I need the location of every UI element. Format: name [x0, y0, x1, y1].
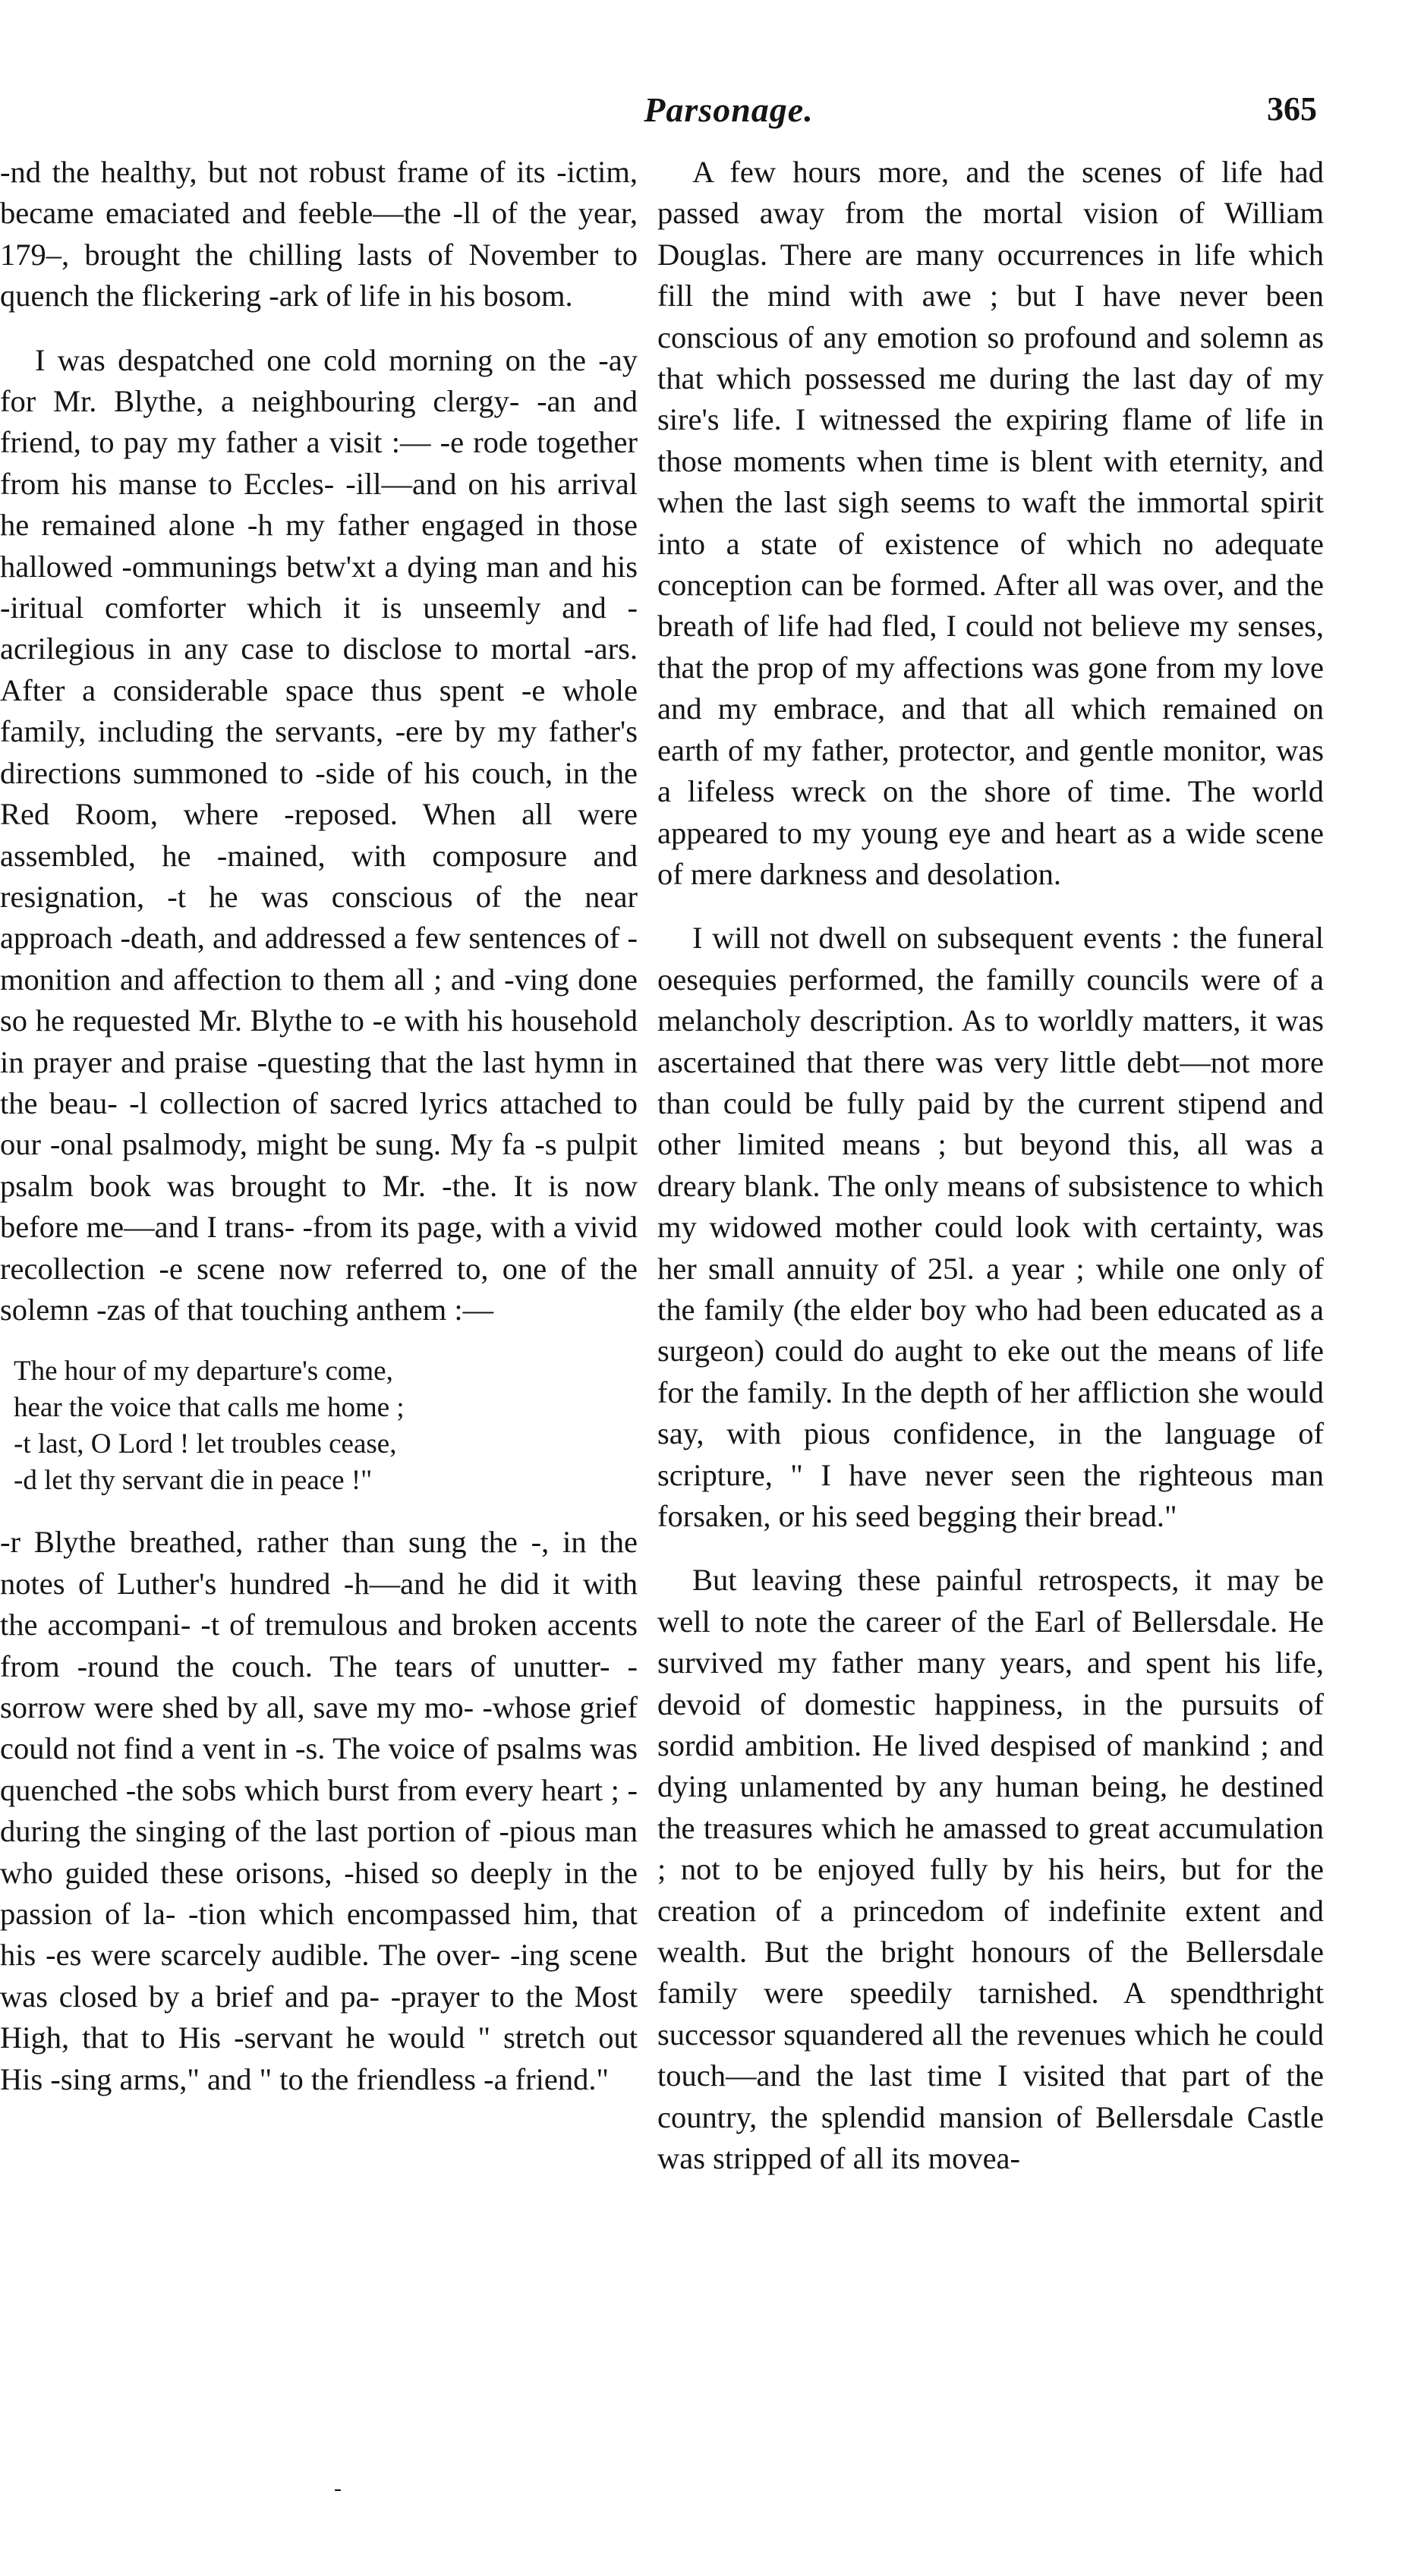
- footer-mark: -: [334, 2476, 342, 2501]
- hymn-verse: [14, 1353, 638, 1499]
- page-number: 365: [1267, 90, 1317, 128]
- paragraph: -nd the healthy, but not robust frame of its -ictim, became emaciated and feeble—the -ll of the year, 179–, brought the chilling lasts of November to quench the flickering -ark of life in his bosom.: [0, 155, 638, 313]
- verse-line: The hour of my departure's come,: [14, 1356, 393, 1387]
- left-column: [0, 152, 638, 2123]
- right-column: [657, 152, 1324, 2203]
- running-title: Parsonage.: [644, 90, 814, 129]
- verse-line: -d let thy servant die in peace !": [14, 1465, 373, 1497]
- paragraph: But leaving these painful retrospects, it may be well to note the career of the Earl of Bellersdale. He survived my father many years, and spent his life, devoid of domestic happiness, in the pursuits of sordid ambition. He lived despised of mankind ; and dying unlamented by any human being, he destined the treasures which he amassed to great accumulation ; not to be enjoyed fully by his heirs, but for the creation of a princedom of indefinite extent and wealth. But the bright honours of the Bellersdale family were speedily tarnished. A spendthright successor squandered all the revenues which he could touch—and the last time I visited that part of the country, the splendid mansion of Bellersdale Castle was stripped of all its movea-: [657, 1563, 1324, 2176]
- paragraph: -r Blythe breathed, rather than sung the -, in the notes of Luther's hundred -h—and he did it with the accompani- -t of tremulous and broken accents from -round the couch. The tears of unutter- -sorrow were shed by all, save my mo- -whose grief could not find a vent in -s. The voice of psalms was quenched -the sobs which burst from every heart ; -during the singing of the last portion of -pious man who guided these orisons, -hised so deeply in the passion of la- -tion which encompassed him, that his -es were scarcely audible. The over- -ing scene was closed by a brief and pa- -prayer to the Most High, that to His -servant he would " stretch out His -sing arms," and " to the friendless -a friend.": [0, 1525, 638, 2096]
- verse-line: -t last, O Lord ! let troubles cease,: [14, 1428, 397, 1460]
- paragraph: I was despatched one cold morning on the -ay for Mr. Blythe, a neighbouring clergy- -an and friend, to pay my father a visit :— -e rode together from his manse to Eccles- -ill—and on his arrival he remained alone -h my father engaged in those hallowed -ommunings betw'xt a dying man and his -iritual comforter which it is unseemly and -acrilegious in any case to disclose to mortal -ars. After a considerable space thus spent -e whole family, including the servants, -ere by my father's directions summoned to -side of his couch, in the Red Room, where -reposed. When all were assembled, he -mained, with composure and resignation, -t he was conscious of the near approach -death, and addressed a few sentences of -monition and affection to them all ; and -ving done so he requested Mr. Blythe to -e with his household in prayer and praise -questing that the last hymn in the beau- -l collection of sacred lyrics attached to our -onal psalmody, might be sung. My fa -s pulpit psalm book was brought to Mr. -the. It is now before me—and I trans- -from its page, with a vivid recollection -e scene now referred to, one of the solemn -zas of that touching anthem :—: [0, 342, 638, 1327]
- paragraph: A few hours more, and the scenes of life had passed away from the mortal vision of William Douglas. There are many occurrences in life which fill the mind with awe ; but I have never been conscious of any emotion so profound and solemn as that which possessed me during the last day of my sire's life. I witnessed the expiring flame of life in those moments when time is blent with eternity, and when the last sigh seems to waft the immortal spirit into a state of existence of which no adequate conception can be formed. After all was over, and the breath of life had fled, I could not believe my senses, that the prop of my affections was gone from my love and my embrace, and that all which remained on earth of my father, protector, and gentle monitor, was a lifeless wreck on the shore of time. The world appeared to my young eye and heart as a wide scene of mere darkness and desolation.: [657, 155, 1324, 891]
- paragraph: I will not dwell on subsequent events : the funeral oesequies performed, the familly councils were of a melancholy description. As to worldly matters, it was ascertained that there was very little debt—not more than could be fully paid by the current stipend and other limited means ; but beyond this, all was a dreary blank. The only means of subsistence to which my widowed mother could look with certainty, was her small annuity of 25l. a year ; while one only of the family (the elder boy who had been educated as a surgeon) could do aught to eke out the means of life for the family. In the depth of her affliction she would say, with pious confidence, in the language of scripture, " I have never seen the righteous man forsaken, or his seed begging their bread.": [657, 921, 1324, 1533]
- verse-line: hear the voice that calls me home ;: [14, 1392, 405, 1424]
